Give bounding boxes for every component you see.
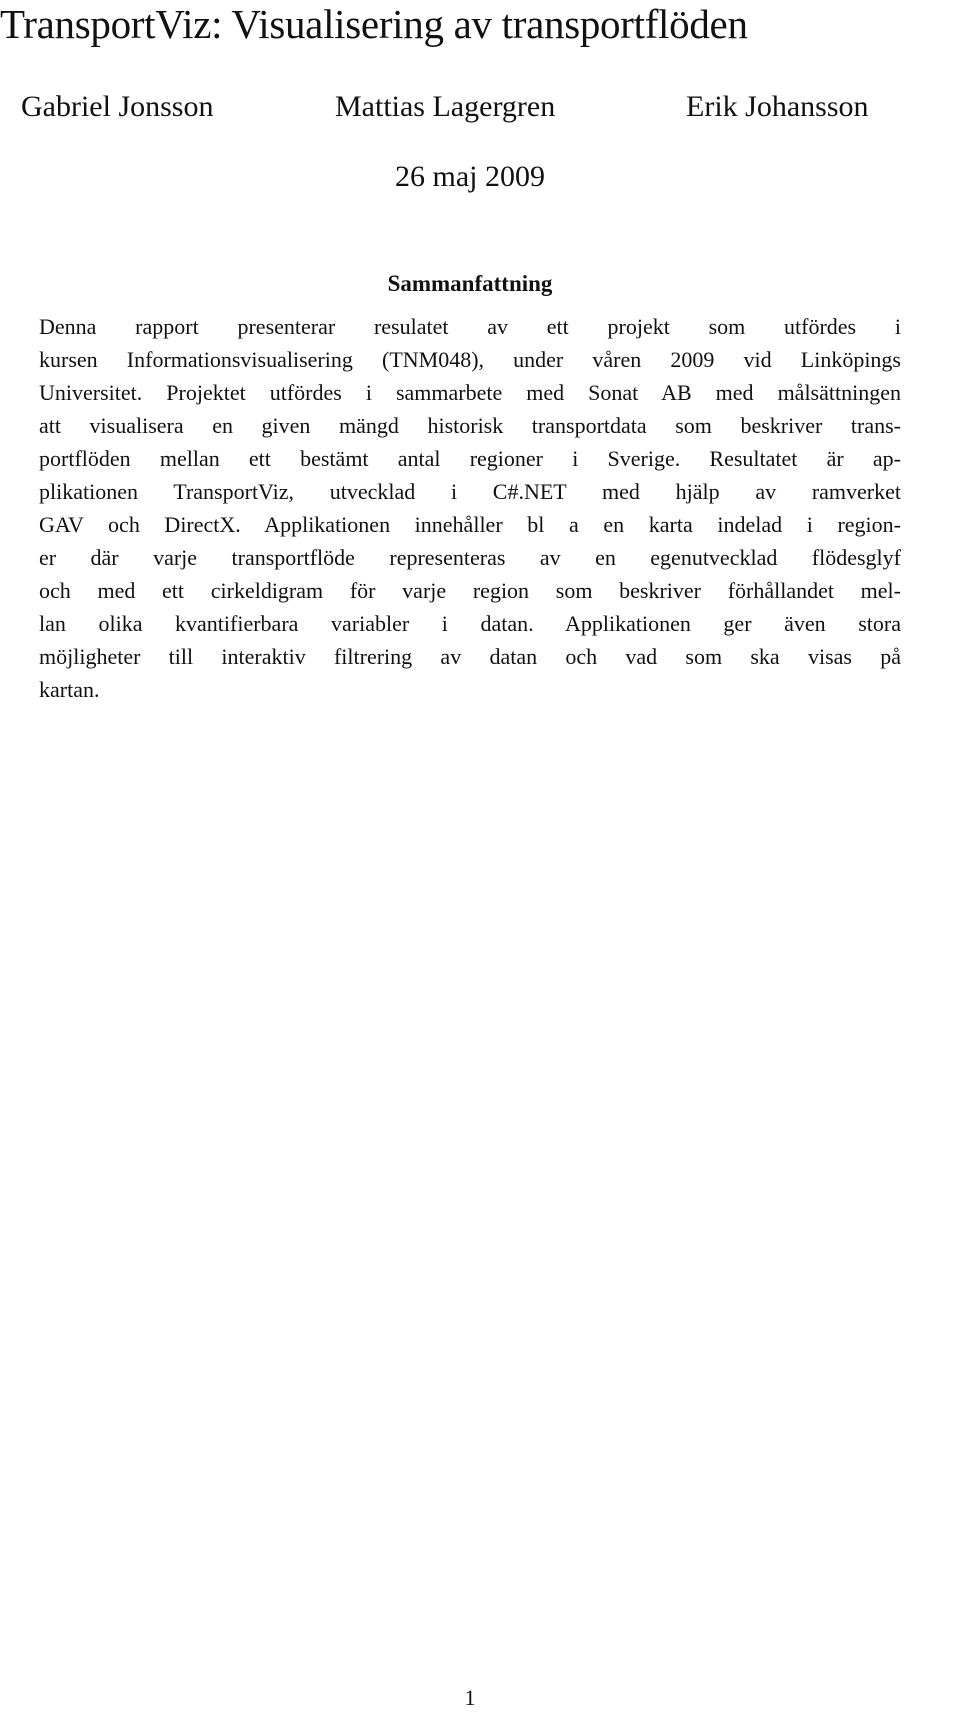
author-list bbox=[0, 90, 960, 124]
paper-title: TransportViz: Visualisering av transportflöden bbox=[0, 1, 748, 47]
abstract-line: kursen Informationsvisualisering (TNM048), under våren 2009 vid Linköpings bbox=[39, 347, 901, 372]
abstract-line: möjligheter till interaktiv filtrering av datan och vad som ska visas på bbox=[39, 644, 901, 669]
abstract-line: Universitet. Projektet utfördes i sammarbete med Sonat AB med målsättningen bbox=[39, 380, 901, 405]
abstract-line: att visualisera en given mängd historisk transportdata som beskriver trans- bbox=[39, 413, 901, 438]
author-name: Erik Johansson bbox=[686, 90, 869, 123]
author-name: Gabriel Jonsson bbox=[21, 90, 214, 123]
abstract-line: portflöden mellan ett bestämt antal regioner i Sverige. Resultatet är ap- bbox=[39, 446, 901, 471]
author-name: Mattias Lagergren bbox=[335, 90, 556, 123]
abstract-heading: Sammanfattning bbox=[387, 271, 553, 296]
abstract-line: kartan. bbox=[39, 677, 100, 702]
publication-date: 26 maj 2009 bbox=[395, 160, 545, 193]
abstract-line: och med ett cirkeldigram för varje region som beskriver förhållandet mel- bbox=[39, 578, 901, 603]
page-number: 1 bbox=[464, 1685, 476, 1710]
abstract-line: plikationen TransportViz, utvecklad i C#.NET med hjälp av ramverket bbox=[39, 479, 901, 504]
abstract-line: lan olika kvantifierbara variabler i datan. Applikationen ger även stora bbox=[39, 611, 901, 636]
abstract-line: Denna rapport presenterar resulatet av ett projekt som utfördes i bbox=[39, 314, 901, 339]
abstract-line: er där varje transportflöde representeras av en egenutvecklad flödesglyf bbox=[39, 545, 901, 570]
abstract-line: GAV och DirectX. Applikationen innehåller bl a en karta indelad i region- bbox=[39, 512, 901, 537]
abstract-text bbox=[39, 310, 901, 706]
